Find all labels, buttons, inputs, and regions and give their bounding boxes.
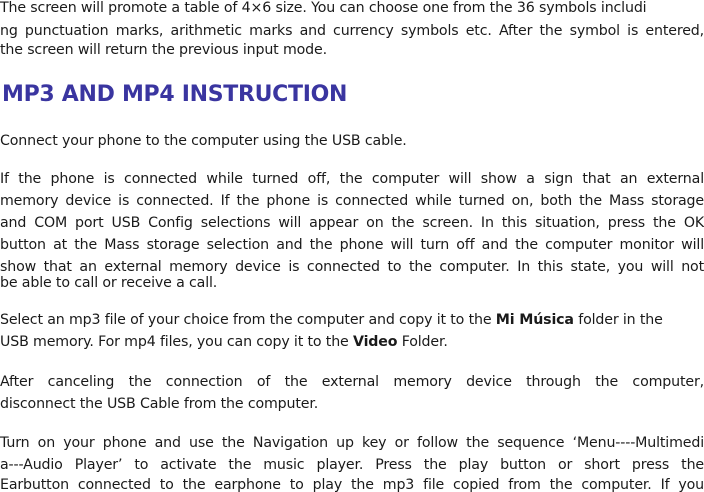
- section-heading: MP3 AND MP4 INSTRUCTION: [2, 82, 348, 107]
- intro-line-1: The screen will promote a table of 4×6 size. You can choose one from the 36 symbols includi: [0, 0, 647, 16]
- p3-line-2: [0, 331, 704, 354]
- p2-line-1: If the phone is connected while turned off, the computer will show a sign that an external: [0, 171, 704, 187]
- p2-line-6: be able to call or receive a call.: [0, 275, 218, 291]
- p2-line-5: show that an external memory device is connected to the computer. In this state, you will not: [0, 259, 704, 275]
- p5-line-2: a---Audio Player’ to activate the music player. Press the play button or short press the: [0, 457, 704, 473]
- p4-line-1: After canceling the connection of the external memory device through the computer,: [0, 374, 704, 390]
- p3-line-1-pre: Select an mp3 file of your choice from the computer and copy it to the: [0, 312, 496, 328]
- p4-line-2: disconnect the USB Cable from the computer.: [0, 396, 319, 412]
- intro-line-3: the screen will return the previous input mode.: [0, 42, 327, 58]
- p3-line-1-post: folder in the: [573, 312, 663, 328]
- p3-line-2-pre: USB memory. For mp4 files, you can copy it to the: [0, 334, 353, 350]
- intro-line-2: ng punctuation marks, arithmetic marks and currency symbols etc. After the symbol is entered,: [0, 23, 704, 39]
- p5-line-1: Turn on your phone and use the Navigation up key or follow the sequence ‘Menu----Multimedi: [0, 435, 704, 451]
- p2-line-4: button at the Mass storage selection and the phone will turn off and the computer monitor will: [0, 237, 704, 253]
- p2-line-2: memory device is connected. If the phone is connected while turned on, both the Mass storage: [0, 193, 704, 209]
- p2-line-3: and COM port USB Config selections will appear on the screen. In this situation, press the OK: [0, 215, 704, 231]
- video-folder: Video: [353, 334, 398, 350]
- p3-line-2-post: Folder.: [397, 334, 448, 350]
- p3-line-1: [0, 309, 704, 332]
- p5-line-3: Earbutton connected to the earphone to play the mp3 file copied from the computer. If you: [0, 477, 704, 492]
- mi-musica-folder: Mi Música: [495, 312, 574, 328]
- p1-line-1: Connect your phone to the computer using the USB cable.: [0, 133, 407, 149]
